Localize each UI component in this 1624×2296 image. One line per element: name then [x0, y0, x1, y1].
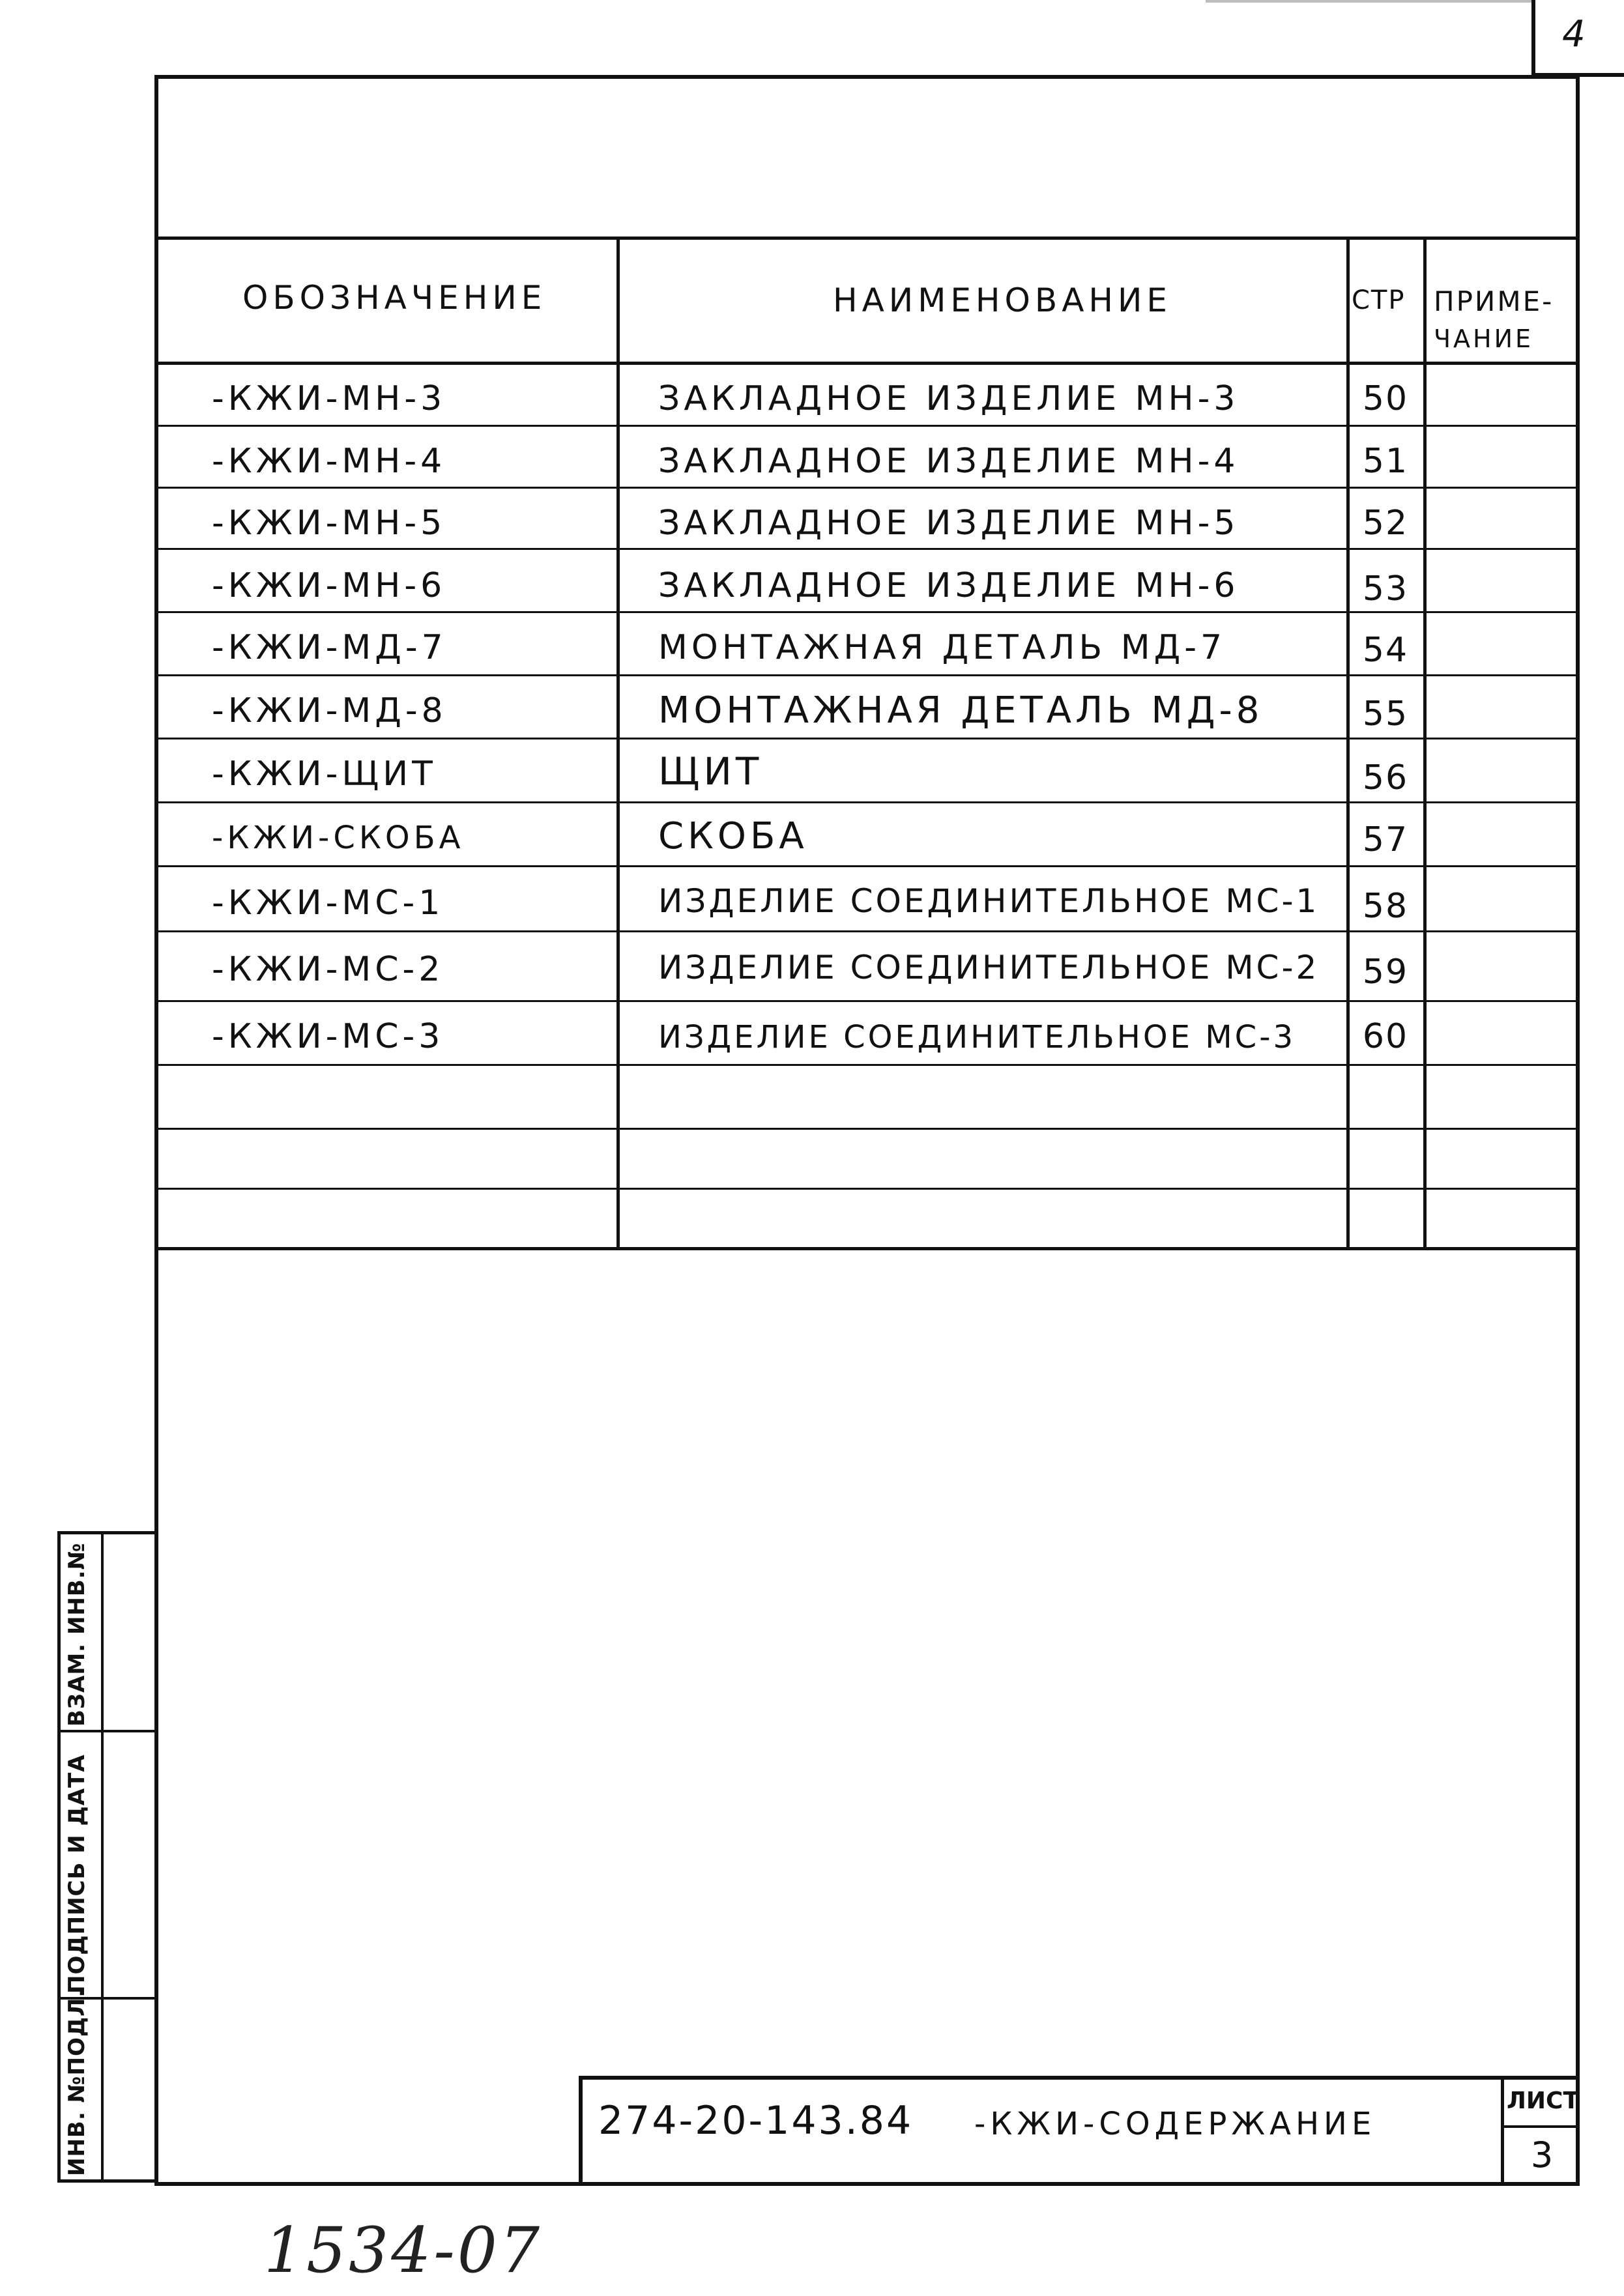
- row-name: МОНТАЖНАЯ ДЕТАЛЬ МД-8: [658, 689, 1264, 732]
- row-line: [154, 674, 1580, 676]
- header-note-line2: ЧАНИЕ: [1434, 324, 1534, 353]
- sheet-label: ЛИСТ: [1507, 2088, 1580, 2114]
- header-note-line1: ПРИМЕ-: [1434, 285, 1554, 317]
- row-line: [154, 1000, 1580, 1002]
- row-line: [154, 801, 1580, 803]
- row-name: ИЗДЕЛИЕ СОЕДИНИТЕЛЬНОЕ МС-3: [658, 1019, 1296, 1055]
- side-stamp-inv-podl: ИНВ. №ПОДЛ.: [64, 1988, 90, 2176]
- side-stamp-divider: [57, 1730, 154, 1732]
- row-designation: -КЖИ-МС-1: [212, 883, 444, 923]
- row-designation: -КЖИ-МД-8: [212, 691, 447, 730]
- row-name: ЗАКЛАДНОЕ ИЗДЕЛИЕ МН-3: [658, 379, 1240, 418]
- sheet-number: 3: [1530, 2134, 1554, 2175]
- row-name: МОНТАЖНАЯ ДЕТАЛЬ МД-7: [658, 628, 1226, 667]
- side-stamp-vzam-inv: ВЗАМ. ИНВ.№: [64, 1542, 90, 1727]
- document-title: -КЖИ-СОДЕРЖАНИЕ: [974, 2106, 1376, 2142]
- row-page: 54: [1362, 631, 1409, 670]
- row-designation: -КЖИ-МН-3: [212, 379, 446, 418]
- row-line: [154, 611, 1580, 613]
- row-designation: -КЖИ-ЩИТ: [212, 754, 437, 794]
- row-name: СКОБА: [658, 815, 808, 857]
- row-name: ИЗДЕЛИЕ СОЕДИНИТЕЛЬНОЕ МС-2: [658, 949, 1320, 986]
- side-stamp-column-line: [101, 1531, 104, 2183]
- row-page: 52: [1362, 504, 1409, 543]
- row-line: [154, 1188, 1580, 1190]
- row-page: 58: [1362, 887, 1409, 926]
- row-designation: -КЖИ-МС-2: [212, 950, 444, 989]
- row-line: [154, 487, 1580, 489]
- column-line: [1346, 237, 1350, 1250]
- top-edge-line: [1206, 0, 1531, 3]
- row-page: 55: [1362, 695, 1409, 734]
- column-line: [1423, 237, 1427, 1250]
- column-line: [616, 237, 620, 1250]
- row-designation: -КЖИ-СКОБА: [212, 820, 465, 856]
- row-line: [154, 548, 1580, 550]
- row-designation: -КЖИ-МД-7: [212, 628, 447, 667]
- row-page: 51: [1362, 442, 1409, 481]
- row-designation: -КЖИ-МС-3: [212, 1017, 444, 1056]
- row-designation: -КЖИ-МН-4: [212, 442, 446, 481]
- handwritten-note: 1534-07: [264, 2214, 542, 2287]
- row-page: 56: [1362, 758, 1409, 797]
- row-name: ЗАКЛАДНОЕ ИЗДЕЛИЕ МН-5: [658, 504, 1240, 543]
- row-page: 53: [1362, 569, 1409, 609]
- header-bottom-line: [154, 362, 1580, 365]
- row-page: 60: [1362, 1017, 1409, 1056]
- header-designation: ОБОЗНАЧЕНИЕ: [242, 279, 547, 317]
- row-line: [154, 1064, 1580, 1066]
- row-name: ЩИТ: [658, 749, 763, 794]
- page-number: 4: [1562, 13, 1586, 55]
- row-line: [154, 425, 1580, 427]
- row-line: [154, 865, 1580, 867]
- header-name: НАИМЕНОВАНИЕ: [833, 281, 1172, 319]
- row-page: 59: [1362, 953, 1409, 992]
- sheet-column-line: [1501, 2076, 1504, 2186]
- row-name: ЗАКЛАДНОЕ ИЗДЕЛИЕ МН-4: [658, 442, 1240, 481]
- row-line: [154, 1128, 1580, 1130]
- side-stamp-podpis-data: ПОДПИСЬ И ДАТА: [64, 1754, 90, 1994]
- table-top-line: [154, 237, 1580, 240]
- document-number: 274-20-143.84: [598, 2098, 914, 2144]
- row-page: 57: [1362, 820, 1409, 859]
- row-page: 50: [1362, 379, 1409, 418]
- row-designation: -КЖИ-МН-6: [212, 566, 446, 605]
- row-line: [154, 738, 1580, 739]
- row-designation: -КЖИ-МН-5: [212, 504, 446, 543]
- sheet-divider: [1501, 2125, 1580, 2128]
- row-name: ИЗДЕЛИЕ СОЕДИНИТЕЛЬНОЕ МС-1: [658, 882, 1320, 920]
- header-page: СТР: [1352, 285, 1406, 315]
- table-bottom-line: [154, 1247, 1580, 1250]
- row-line: [154, 930, 1580, 932]
- row-name: ЗАКЛАДНОЕ ИЗДЕЛИЕ МН-6: [658, 566, 1240, 605]
